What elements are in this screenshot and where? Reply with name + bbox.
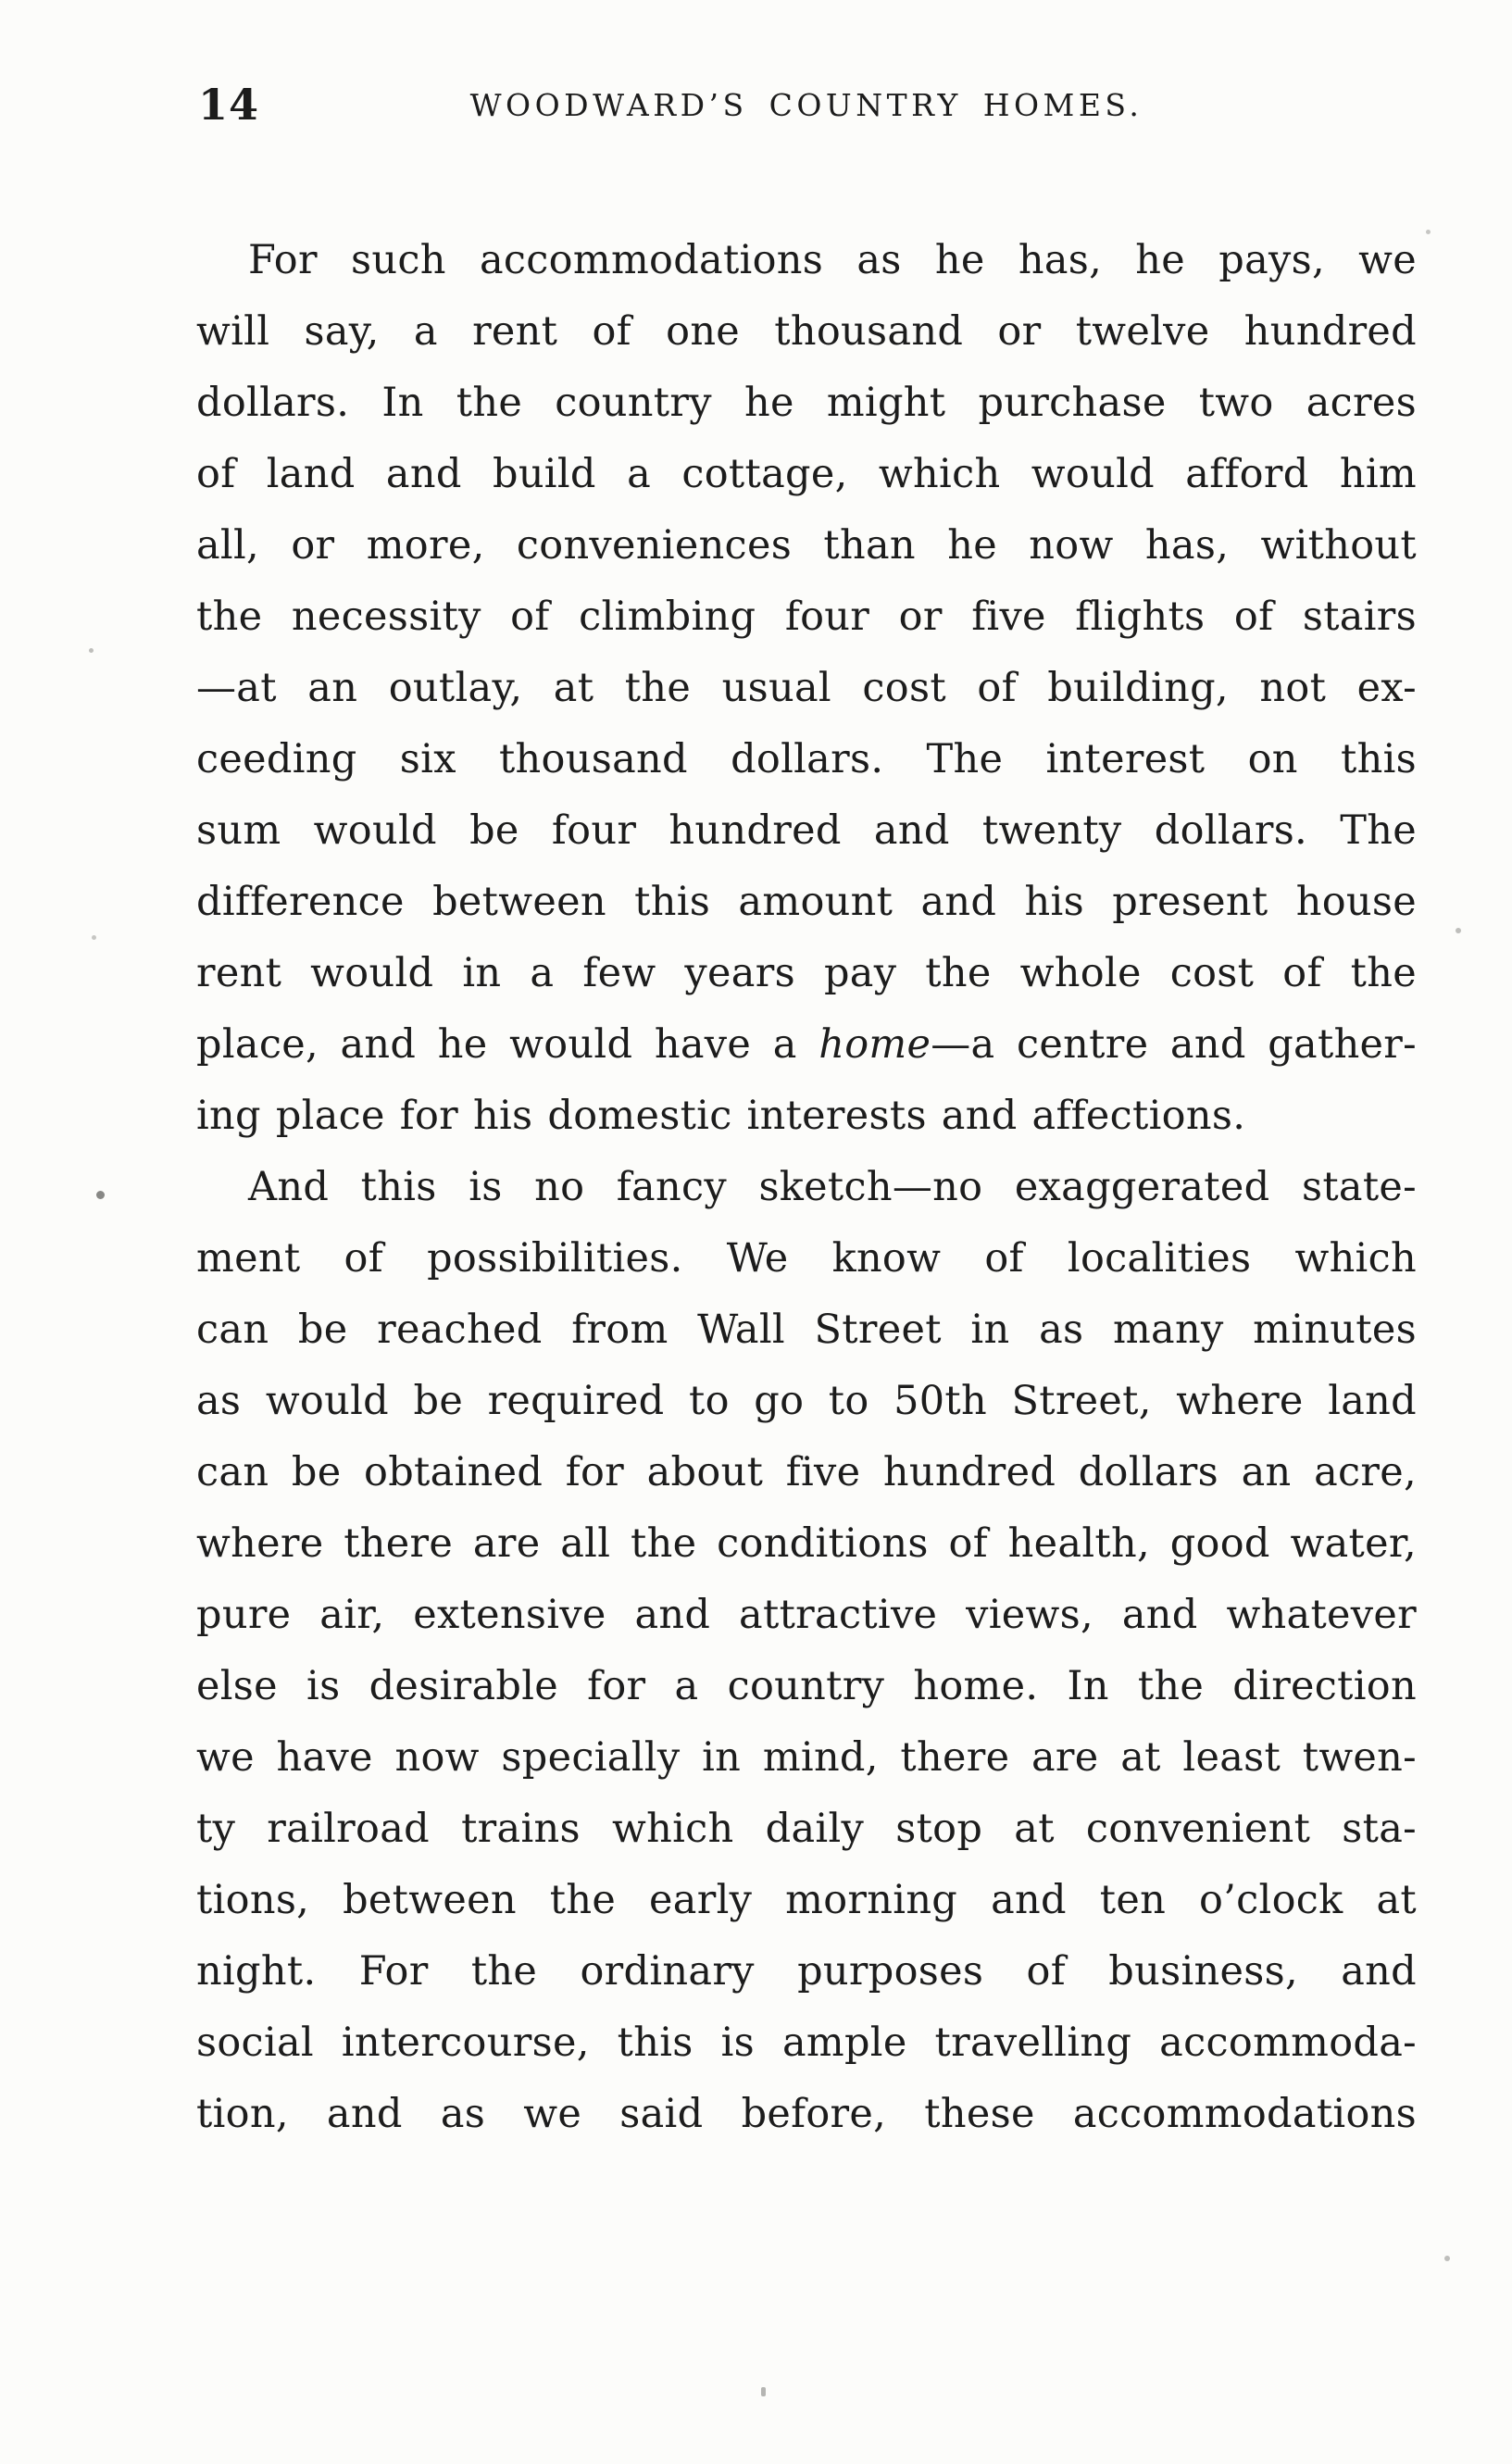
text-line: For such accommodations as he has, he pays, we [248, 237, 1417, 283]
page-number: 14 [198, 80, 260, 130]
scan-speck [89, 648, 94, 653]
scan-speck [1456, 928, 1461, 933]
text-line: ty railroad trains which daily stop at convenient sta- [196, 1806, 1417, 1852]
text-line: ment of possibilities. We know of localities which [196, 1235, 1417, 1282]
text-line: will say, a rent of one thousand or twelve hundred [196, 308, 1417, 355]
text-line: ing place for his domestic interests and affections. [196, 1093, 1246, 1139]
scan-speck [761, 2387, 766, 2396]
text-line: the necessity of climbing four or five flights of stairs [196, 594, 1417, 640]
text-line: pure air, extensive and attractive views, and whatever [196, 1592, 1417, 1638]
text-line: And this is no fancy sketch—no exaggerated state- [248, 1164, 1417, 1210]
running-head-title: WOODWARD’S COUNTRY HOMES. [469, 87, 1143, 123]
text-line: all, or more, conveniences than he now has, without [196, 522, 1417, 569]
text-line: difference between this amount and his present house [196, 879, 1417, 925]
text-line: social intercourse, this is ample travelling accommoda- [196, 2020, 1417, 2066]
text-line: sum would be four hundred and twenty dollars. The [196, 807, 1417, 854]
text-line: ceeding six thousand dollars. The interest on this [196, 736, 1417, 782]
scan-speck [92, 935, 96, 940]
text-line: we have now specially in mind, there are at least twen- [196, 1734, 1417, 1781]
scan-speck [1444, 2256, 1450, 2261]
text-line: rent would in a few years pay the whole cost of the [196, 950, 1417, 996]
text-line: can be reached from Wall Street in as many minutes [196, 1307, 1417, 1353]
paragraph [196, 1152, 1417, 2150]
text-line: as would be required to go to 50th Street, where land [196, 1378, 1417, 1424]
text-line: tion, and as we said before, these accommodations [196, 2091, 1417, 2137]
text-line: where there are all the conditions of health, good water, [196, 1520, 1417, 1567]
paragraph [196, 225, 1417, 1152]
scan-speck [96, 1191, 105, 1199]
text-line: dollars. In the country he might purchase two acres [196, 380, 1417, 426]
text-line: tions, between the early morning and ten o’clock at [196, 1877, 1417, 1923]
running-header [196, 80, 1417, 135]
text-block [196, 225, 1417, 2150]
text-line: can be obtained for about five hundred dollars an acre, [196, 1449, 1417, 1495]
text-line: place, and he would have a home—a centre and gather- [196, 1021, 1417, 1068]
text-line: else is desirable for a country home. In the direction [196, 1663, 1417, 1709]
text-line: night. For the ordinary purposes of business, and [196, 1948, 1417, 1995]
text-line: —at an outlay, at the usual cost of building, not ex- [196, 665, 1417, 711]
text-line: of land and build a cottage, which would afford him [196, 451, 1417, 497]
italic-text: home [818, 1021, 931, 1068]
scan-speck [1426, 230, 1431, 234]
